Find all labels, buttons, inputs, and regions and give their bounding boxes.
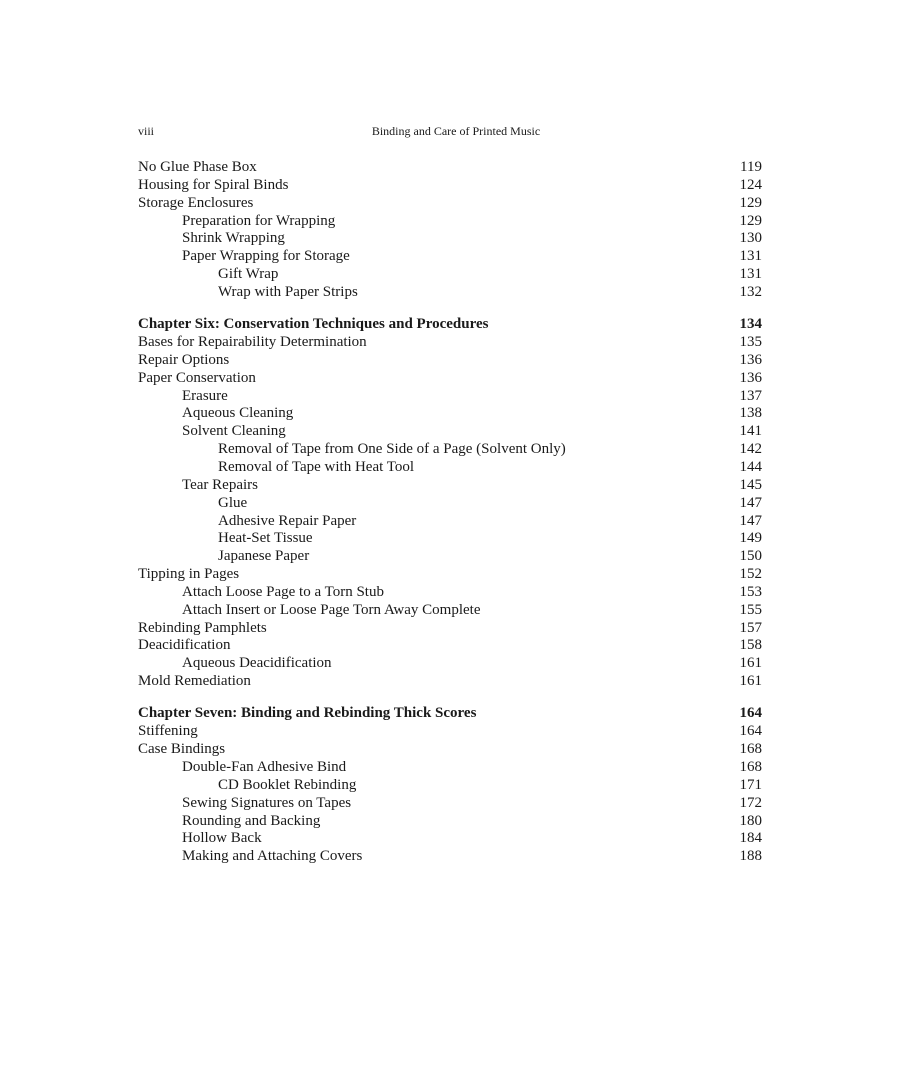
toc-entry: [138, 284, 762, 302]
toc-page-number: 136: [739, 369, 762, 386]
toc-page-number: 144: [739, 459, 762, 475]
toc-entry: [138, 530, 762, 548]
toc-page-number: 168: [739, 759, 762, 775]
toc-entry-title: Aqueous Cleaning: [182, 405, 294, 422]
toc-page-number: 158: [739, 637, 762, 654]
toc-entry: [138, 334, 762, 352]
toc-page-number: 184: [739, 830, 762, 847]
toc-page-number: 131: [739, 266, 762, 283]
toc-entry: [138, 723, 762, 741]
toc-page-number: 142: [739, 441, 762, 458]
toc-entry: [138, 495, 762, 513]
toc-entry-title: Rebinding Pamphlets: [138, 619, 267, 636]
toc-entry-title: Wrap with Paper Strips: [218, 283, 358, 300]
toc-entry: [138, 813, 762, 831]
toc-page-number: 168: [739, 741, 762, 758]
toc-entry-title: Mold Remediation: [138, 673, 251, 690]
toc-entry: [138, 388, 762, 406]
toc-entry-title: Tipping in Pages: [138, 566, 240, 583]
toc-entry: [138, 405, 762, 423]
toc-page-number: 150: [739, 548, 762, 565]
toc-page-number: 164: [739, 723, 762, 740]
page-folio: viii: [138, 124, 155, 138]
toc-entry-title: Aqueous Deacidification: [182, 655, 332, 672]
toc-page-number: 171: [739, 776, 762, 793]
toc-page-number: 131: [739, 248, 762, 265]
toc-entry: [138, 159, 762, 177]
toc-entry: [138, 673, 762, 691]
toc-page-number: 135: [739, 334, 762, 351]
toc-entry-title: Housing for Spiral Binds: [138, 176, 289, 193]
toc-page-number: 188: [739, 848, 762, 865]
toc-page-number: 147: [739, 512, 762, 529]
toc-page-number: 155: [739, 601, 762, 618]
toc-page-number: 147: [739, 494, 762, 511]
toc-chapter-heading: [138, 705, 762, 723]
toc-page-number: 129: [739, 212, 762, 229]
toc-page-number: 129: [739, 194, 762, 211]
toc-page-number: 124: [739, 176, 762, 193]
toc-entry-title: Case Bindings: [138, 741, 226, 758]
toc-page-number: 134: [739, 316, 762, 333]
toc-entry: [138, 352, 762, 370]
toc-entry-title: Solvent Cleaning: [182, 423, 286, 440]
toc-page-number: 180: [739, 812, 762, 829]
toc-entry: [138, 741, 762, 759]
toc-entry: [138, 759, 762, 777]
toc-entry-title: Repair Options: [138, 351, 230, 368]
toc-entry: [138, 830, 762, 848]
toc-entry-title: Hollow Back: [182, 830, 262, 847]
toc-entry-title: Removal of Tape with Heat Tool: [218, 459, 415, 475]
toc-page-number: 172: [739, 794, 762, 811]
toc-entry-title: Preparation for Wrapping: [182, 212, 336, 229]
toc-entry: [138, 477, 762, 495]
toc-entry-title: Shrink Wrapping: [182, 230, 285, 247]
toc-entry-title: Gift Wrap: [218, 266, 279, 283]
toc-entry: [138, 213, 762, 231]
toc-page-number: 161: [739, 655, 762, 672]
toc-entry: [138, 584, 762, 602]
toc-entry: [138, 370, 762, 388]
toc-page-number: 132: [739, 283, 762, 300]
toc-entry-title: Storage Enclosures: [138, 194, 254, 211]
toc-page-number: 138: [739, 405, 762, 422]
toc-entry-title: Rounding and Backing: [182, 812, 321, 829]
toc-page-number: 136: [739, 351, 762, 368]
toc-section: [138, 316, 762, 691]
toc-entry-title: Chapter Seven: Binding and Rebinding Thick Scores: [138, 705, 477, 722]
toc-entry: [138, 566, 762, 584]
toc-page-number: 152: [739, 566, 762, 583]
toc-entry-title: Paper Wrapping for Storage: [182, 248, 350, 265]
toc-entry-title: Making and Attaching Covers: [182, 848, 363, 865]
toc-page-number: 145: [739, 476, 762, 493]
toc-section: [138, 705, 762, 866]
toc-entry-title: Glue: [218, 494, 248, 511]
toc-entry-title: Sewing Signatures on Tapes: [182, 794, 352, 811]
toc-entry: [138, 777, 762, 795]
running-head-title: Binding and Care of Printed Music: [371, 124, 541, 138]
toc-entry: [138, 548, 762, 566]
toc-entry: [138, 266, 762, 284]
toc-section: [138, 159, 762, 302]
toc-entry-title: CD Booklet Rebinding: [218, 776, 357, 793]
toc-entry: [138, 177, 762, 195]
toc-entry: [138, 602, 762, 620]
toc-entry: [138, 795, 762, 813]
toc-page-number: 164: [739, 705, 762, 722]
toc-entry: [138, 441, 762, 459]
toc-entry-title: Double-Fan Adhesive Bind: [182, 759, 347, 775]
toc-page-number: 149: [739, 530, 762, 547]
toc-entry: [138, 848, 762, 866]
toc-entry-title: Chapter Six: Conservation Techniques and Procedures: [138, 316, 489, 333]
toc-page-number: 137: [739, 387, 762, 404]
toc-chapter-heading: [138, 316, 762, 334]
toc-entry: [138, 620, 762, 638]
toc-page-number: 161: [739, 673, 762, 690]
toc-entry: [138, 230, 762, 248]
toc-entry: [138, 637, 762, 655]
table-of-contents: [138, 159, 762, 866]
toc-entry: [138, 248, 762, 266]
toc-entry: [138, 655, 762, 673]
toc-entry-title: Attach Loose Page to a Torn Stub: [182, 583, 384, 600]
toc-page-number: 130: [739, 230, 762, 247]
running-head: [138, 124, 762, 142]
toc-entry: [138, 423, 762, 441]
toc-entry: [138, 513, 762, 531]
toc-entry: [138, 459, 762, 477]
toc-entry-title: Deacidification: [138, 637, 231, 654]
toc-entry-title: Japanese Paper: [218, 548, 310, 565]
toc-entry-title: Stiffening: [138, 723, 198, 740]
toc-entry: [138, 195, 762, 213]
toc-entry-title: No Glue Phase Box: [138, 159, 257, 175]
toc-page-number: 119: [740, 159, 762, 175]
toc-entry-title: Paper Conservation: [138, 369, 256, 386]
toc-entry-title: Bases for Repairability Determination: [138, 334, 367, 351]
toc-entry-title: Erasure: [182, 387, 228, 404]
toc-entry-title: Adhesive Repair Paper: [218, 512, 357, 529]
toc-entry-title: Heat-Set Tissue: [218, 530, 313, 547]
toc-entry-title: Attach Insert or Loose Page Torn Away Complete: [182, 601, 481, 618]
toc-entry-title: Removal of Tape from One Side of a Page (Solvent Only): [218, 441, 566, 458]
toc-entry-title: Tear Repairs: [182, 476, 258, 493]
toc-page-number: 157: [739, 619, 762, 636]
toc-page-number: 153: [739, 583, 762, 600]
toc-page-number: 141: [739, 423, 762, 440]
